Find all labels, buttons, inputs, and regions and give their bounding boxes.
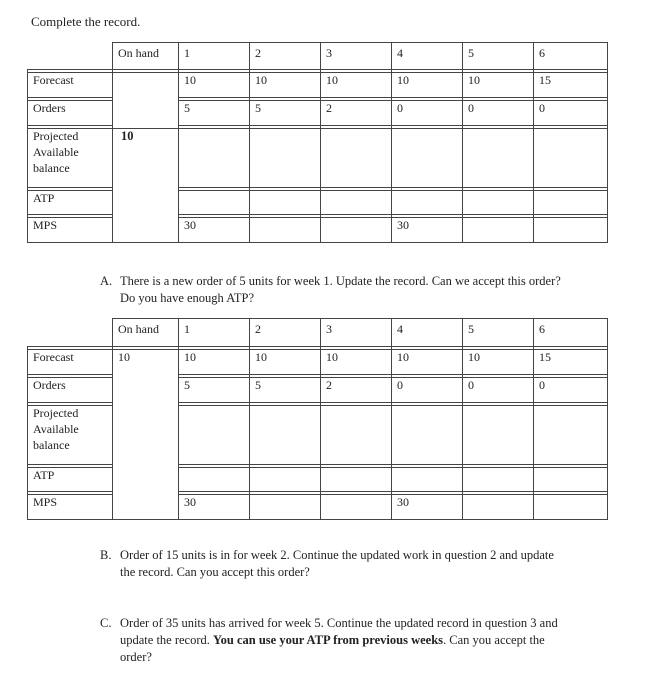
row-label [28,126,113,188]
mps-record-table-2 [27,318,608,520]
pab-label-line: Projected [33,406,79,420]
mps-record-table-1 [27,42,608,243]
atp-cell[interactable] [321,188,392,215]
mps-cell: 30 [179,215,250,243]
forecast-cell: 10 [392,70,463,98]
pab-cell[interactable] [179,403,250,465]
orders-cell: 0 [534,375,608,403]
atp-cell[interactable] [463,465,534,492]
question-line: Do you have enough ATP? [120,291,255,305]
atp-cell[interactable] [179,188,250,215]
forecast-row [28,70,608,98]
header-row [28,43,608,70]
mps-cell [534,215,608,243]
atp-cell[interactable] [321,465,392,492]
mps-cell: 30 [392,215,463,243]
week-header: 5 [463,319,534,347]
pab-cell[interactable] [534,126,608,188]
intro-text: Complete the record. [31,14,141,29]
orders-cell: 0 [534,98,608,126]
pab-label-line: Available [33,422,79,436]
forecast-cell: 10 [392,347,463,375]
mps-cell [534,492,608,520]
mps-cell [321,215,392,243]
pab-cell[interactable] [392,403,463,465]
forecast-cell: 10 [463,347,534,375]
orders-cell: 0 [392,375,463,403]
week-header: 2 [250,319,321,347]
mps-cell [463,215,534,243]
mps-cell: 30 [179,492,250,520]
row-label: MPS [28,492,113,520]
mps-cell [463,492,534,520]
question-line: order? [120,650,152,664]
mps-cell [321,492,392,520]
row-label: ATP [28,188,113,215]
orders-cell: 2 [321,98,392,126]
question-letter: A. [100,274,113,288]
orders-cell: 5 [179,375,250,403]
forecast-cell: 15 [534,347,608,375]
atp-cell[interactable] [534,465,608,492]
mps-cell [250,215,321,243]
orders-cell: 0 [463,98,534,126]
onhand-header: On hand [113,319,179,347]
pab-cell[interactable] [534,403,608,465]
week-header: 6 [534,319,608,347]
orders-cell: 0 [392,98,463,126]
mps-cell: 30 [392,492,463,520]
forecast-cell: 15 [534,70,608,98]
question-emphasis: You can use your ATP from previous weeks [213,633,444,647]
atp-cell[interactable] [392,465,463,492]
orders-cell: 2 [321,375,392,403]
atp-cell[interactable] [392,188,463,215]
forecast-row [28,347,608,375]
week-header: 1 [179,43,250,70]
pab-cell[interactable] [321,403,392,465]
pab-label-line: Available [33,145,79,159]
row-label: Orders [28,98,113,126]
question-c [100,615,610,666]
week-header: 4 [392,319,463,347]
forecast-cell: 10 [321,347,392,375]
pab-cell[interactable] [321,126,392,188]
pab-cell[interactable] [250,126,321,188]
orders-cell: 5 [250,375,321,403]
header-row [28,319,608,347]
week-header: 3 [321,43,392,70]
forecast-cell: 10 [463,70,534,98]
row-label: MPS [28,215,113,243]
pab-cell[interactable] [179,126,250,188]
pab-cell[interactable] [250,403,321,465]
question-letter: C. [100,616,112,630]
question-line: the record. Can you accept this order? [120,565,310,579]
forecast-cell: 10 [250,70,321,98]
pab-label-line: Projected [33,129,79,143]
orders-cell: 5 [179,98,250,126]
onhand-header: On hand [113,43,179,70]
atp-cell[interactable] [179,465,250,492]
atp-cell[interactable] [463,188,534,215]
orders-cell: 0 [463,375,534,403]
row-label: Forecast [28,347,113,375]
pab-row [28,126,608,188]
question-a [100,273,610,307]
pab-label-line: balance [33,161,70,175]
week-header: 4 [392,43,463,70]
forecast-cell: 10 [179,70,250,98]
forecast-cell: 10 [250,347,321,375]
atp-cell[interactable] [534,188,608,215]
question-line: Order of 35 units has arrived for week 5. Continue the updated record in question 3 and [120,616,558,630]
row-label: Orders [28,375,113,403]
week-header: 6 [534,43,608,70]
question-letter: B. [100,548,112,562]
pab-cell[interactable] [392,126,463,188]
question-text: update the record. [120,633,210,647]
atp-cell[interactable] [250,465,321,492]
onhand-pab-value: 10 [113,126,179,243]
question-line [120,632,610,649]
pab-label-line: balance [33,438,70,452]
question-b [100,547,610,581]
orders-cell: 5 [250,98,321,126]
pab-cell[interactable] [463,403,534,465]
forecast-cell: 10 [321,70,392,98]
pab-cell[interactable] [463,126,534,188]
week-header: 5 [463,43,534,70]
forecast-cell: 10 [179,347,250,375]
row-label: ATP [28,465,113,492]
question-line: There is a new order of 5 units for week 1. Update the record. Can we accept this order? [120,274,561,288]
question-line: Order of 15 units is in for week 2. Continue the updated work in question 2 and update [120,548,554,562]
atp-cell[interactable] [250,188,321,215]
mps-cell [250,492,321,520]
week-header: 1 [179,319,250,347]
row-label [28,403,113,465]
onhand-cell: 10 [113,347,179,520]
row-label: Forecast [28,70,113,98]
week-header: 3 [321,319,392,347]
question-text: . Can you accept the [443,633,545,647]
onhand-cell [113,70,179,126]
week-header: 2 [250,43,321,70]
